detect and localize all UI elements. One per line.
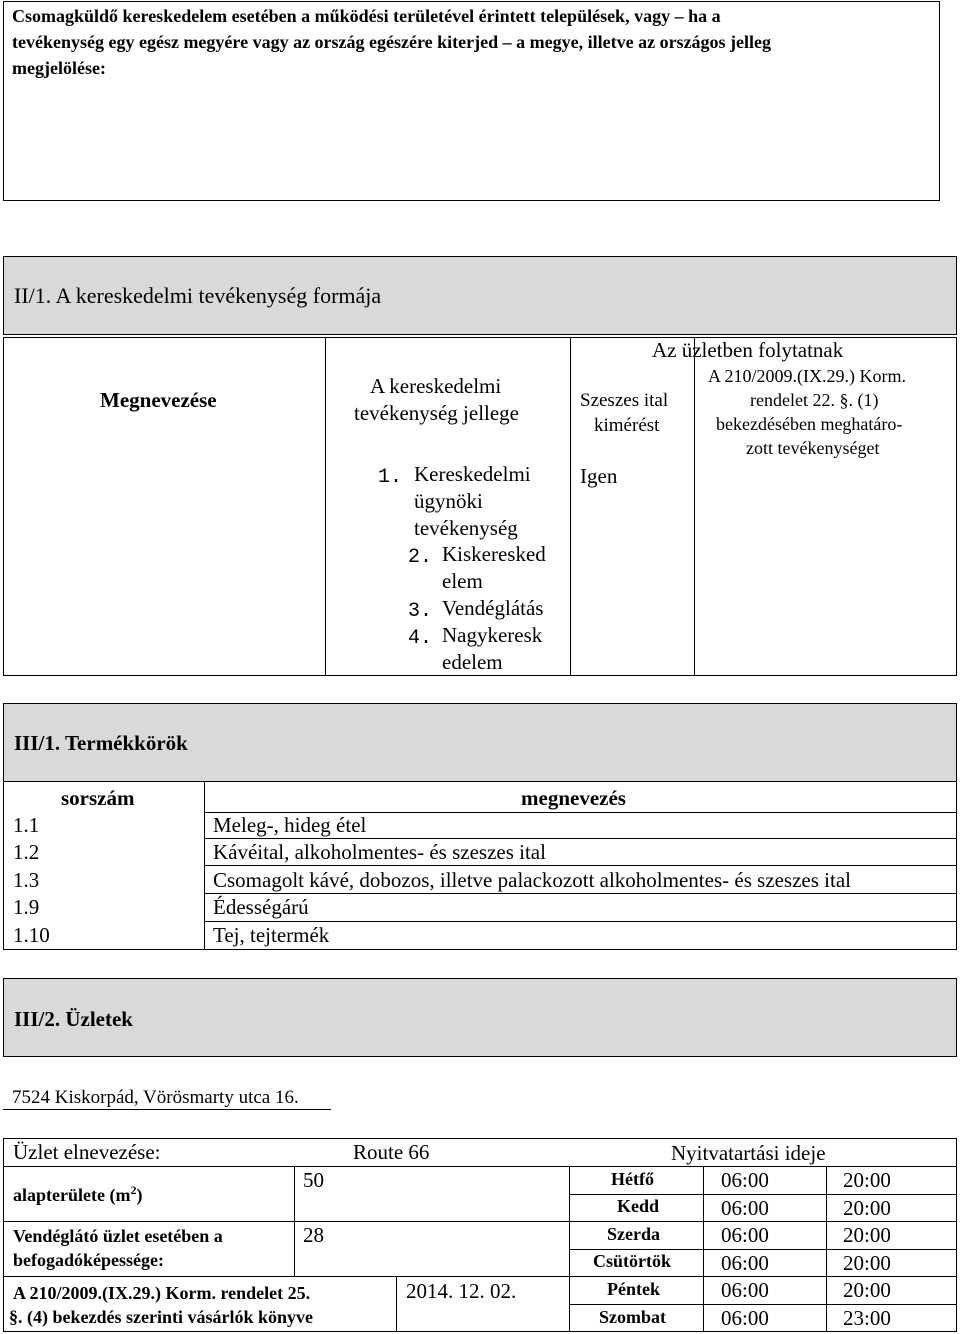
- hours-close: 20:00: [843, 1168, 891, 1192]
- intro-line-1: Csomagküldő kereskedelem esetében a működési területével érintett települések, vagy – ha a: [12, 6, 721, 26]
- area-sup: 2: [130, 1183, 137, 1197]
- activity-num-1: 1.: [378, 466, 403, 489]
- intro-box: [3, 1, 940, 201]
- activity-2-line-2: elem: [442, 569, 483, 593]
- activity-3-line-1: Vendéglátás: [442, 596, 544, 620]
- hours-open: 06:00: [721, 1278, 769, 1302]
- col-uzlet-line-3: bekezdésében meghatáro-: [716, 414, 903, 434]
- hours-day: Hétfő: [611, 1169, 654, 1189]
- header-sorszam: sorszám: [61, 786, 135, 810]
- section-iii2-header: [3, 978, 957, 1057]
- product-name: Kávéital, alkoholmentes- és szeszes ital: [213, 840, 546, 864]
- hours-title: Nyitvatartási ideje: [671, 1141, 826, 1165]
- col-uzlet-line-2: rendelet 22. §. (1): [750, 390, 879, 410]
- activity-2-line-1: Kiskeresked: [442, 542, 546, 566]
- shop-address: 7524 Kiskorpád, Vörösmarty utca 16.: [12, 1087, 299, 1108]
- product-num: 1.1: [13, 813, 40, 837]
- intro-line-2: tevékenység egy egész megyére vagy az ország egészére kiterjed – a megye, illetve az országos jelleg: [12, 32, 772, 52]
- hours-close: 20:00: [843, 1196, 891, 1220]
- hours-day: Szombat: [599, 1307, 666, 1327]
- activity-4-line-1: Nagykeresk: [442, 623, 543, 647]
- col-jellege-line-2: tevékenység jellege: [354, 401, 520, 425]
- products-table: [3, 782, 957, 950]
- capacity-label-line-1: Vendéglátó üzlet esetében a: [13, 1226, 223, 1246]
- hours-open: 06:00: [721, 1168, 769, 1192]
- product-num: 1.9: [13, 895, 40, 919]
- intro-line-3: megjelölése:: [12, 58, 106, 78]
- col-jellege-line-1: A kereskedelmi: [370, 374, 502, 398]
- activity-4-line-2: edelem: [442, 650, 503, 674]
- shop-name-value: Route 66: [353, 1140, 430, 1164]
- hours-day: Kedd: [617, 1196, 660, 1216]
- hours-open: 06:00: [721, 1196, 769, 1220]
- section-iii1-title: III/1. Termékkörök: [14, 731, 188, 755]
- col-uzlet-line-4: zott tevékenységet: [746, 438, 880, 458]
- section-iii2-title: III/2. Üzletek: [14, 1007, 133, 1031]
- col-megnevezese: Megnevezése: [100, 388, 217, 412]
- capacity-value: 28: [303, 1223, 324, 1247]
- section-ii1-title: II/1. A kereskedelmi tevékenység formája: [14, 283, 382, 308]
- col-uzlet-header: Az üzletben folytatnak: [652, 338, 844, 362]
- product-name: Csomagolt kávé, dobozos, illetve palackozott alkoholmentes- és szeszes ital: [213, 868, 851, 892]
- book-label-line-1: A 210/2009.(IX.29.) Korm. rendelet 25.: [13, 1283, 311, 1303]
- product-num: 1.10: [13, 923, 50, 947]
- hours-close: 20:00: [843, 1251, 891, 1275]
- activity-1-line-1: Kereskedelmi: [414, 462, 531, 486]
- hours-open: 06:00: [721, 1306, 769, 1330]
- product-name: Édességárú: [213, 895, 309, 919]
- szeszes-value: Igen: [580, 464, 618, 488]
- col-szeszes-line-2: kimérést: [594, 415, 660, 436]
- shop-table: [3, 1138, 957, 1332]
- hours-close: 20:00: [843, 1223, 891, 1247]
- hours-close: 23:00: [843, 1306, 891, 1330]
- area-label: alapterülete $(m^2)$: [13, 1183, 143, 1205]
- header-megnevezes: megnevezés: [521, 786, 626, 810]
- activity-1-line-3: tevékenység: [414, 516, 518, 540]
- activity-num-3: 3.: [408, 600, 433, 623]
- activity-num-2: 2.: [408, 546, 433, 569]
- hours-day: Szerda: [607, 1224, 660, 1244]
- hours-close: 20:00: [843, 1278, 891, 1302]
- product-num: 1.2: [13, 840, 40, 864]
- activity-1-line-2: ügynöki: [414, 489, 483, 513]
- capacity-label-line-2: befogadóképessége:: [13, 1250, 164, 1270]
- hours-day: Csütörtök: [593, 1251, 672, 1271]
- col-szeszes-line-1: Szeszes ital: [580, 390, 669, 411]
- activity-table: [3, 337, 957, 676]
- shop-name-label: Üzlet elnevezése:: [13, 1140, 161, 1164]
- product-name: Tej, tejtermék: [213, 923, 330, 947]
- product-name: Meleg-, hideg étel: [213, 813, 367, 837]
- hours-day: Péntek: [607, 1279, 660, 1299]
- hours-open: 06:00: [721, 1223, 769, 1247]
- area-value: 50: [303, 1168, 324, 1192]
- product-num: 1.3: [13, 868, 40, 892]
- section-ii1-header: [3, 256, 957, 335]
- book-label-line-2: §. (4) bekezdés szerinti vásárlók könyve: [9, 1307, 313, 1327]
- book-date: 2014. 12. 02.: [406, 1279, 517, 1303]
- col-uzlet-line-1: A 210/2009.(IX.29.) Korm.: [708, 366, 906, 386]
- activity-num-4: 4.: [408, 627, 433, 650]
- hours-open: 06:00: [721, 1251, 769, 1275]
- section-iii1-header: [3, 703, 957, 782]
